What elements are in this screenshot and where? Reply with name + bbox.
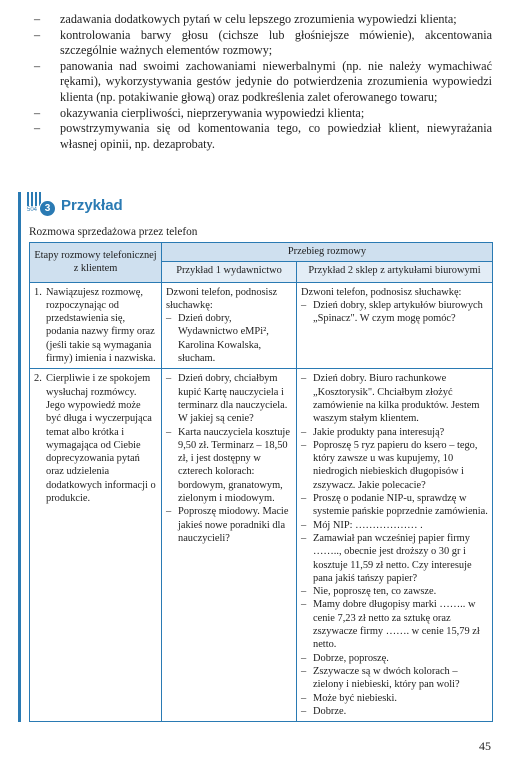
- list-item: [34, 28, 492, 59]
- header-example-1: Przykład 1 wydawnictwo: [162, 262, 297, 283]
- dialogue-line: Może być niebieski.: [313, 692, 397, 704]
- example-2-cell: [297, 369, 493, 722]
- dialogue-line: Proszę o podanie NIP-u, sprawdzę w systemie pańskie poprzednie zamówienia.: [313, 493, 488, 518]
- example-intro: Dzwoni telefon, podnosisz słuchawkę:: [166, 286, 278, 311]
- dash: –: [166, 313, 172, 325]
- dash: –: [301, 665, 307, 677]
- example-margin-line: [18, 192, 21, 722]
- dash: –: [301, 373, 307, 385]
- dash: –: [166, 373, 172, 385]
- dash: –: [301, 692, 307, 704]
- list-item: [34, 59, 492, 106]
- dash: –: [166, 426, 172, 438]
- list-item: [34, 106, 492, 122]
- dialogue-line: Poproszę 5 ryz papieru do ksero – tego, który zawsze u was kupujemy, 10 niedrogich niebieskich długopisów i zszywacz. Jakie polecacie?: [313, 439, 478, 491]
- dialogue-line: Mamy dobre długopisy marki …….. w cenie 7,23 zł netto za sztukę oraz zszywacze firmy ……. w cenie 15,79 zł netto.: [313, 599, 480, 651]
- dialogue-line: Dzień dobry, chciałbym kupić Kartę nauczyciela i terminarz dla nauczyciela. W jakiej są cenie?: [178, 373, 288, 425]
- dash: –: [301, 599, 307, 611]
- header-stage: Etapy rozmowy telefonicznej z klientem: [30, 243, 162, 283]
- example-1-cell: [162, 369, 297, 722]
- dash: –: [34, 12, 41, 26]
- example-header: [27, 192, 123, 218]
- stage-text: Nawiązujesz rozmowę, rozpoczynając od przedstawienia się, podania nazwy firmy oraz (jeśli takie są wymagania firmy) imienia i nazwiska.: [46, 286, 156, 365]
- dash: –: [301, 426, 307, 438]
- dash: –: [34, 58, 41, 73]
- example-1-cell: [162, 282, 297, 369]
- table-row: [30, 282, 493, 369]
- dash: –: [301, 586, 307, 598]
- dash: –: [166, 506, 172, 518]
- dialogue-line: Jakie produkty pana interesują?: [313, 426, 445, 438]
- dash: –: [301, 519, 307, 531]
- dash: –: [301, 493, 307, 505]
- dialogue-line: Dzień dobry, sklep artykułów biurowych „Spinacz". W czym mogę pomóc?: [313, 299, 483, 325]
- dash: –: [301, 532, 307, 544]
- example-2-cell: [297, 282, 493, 369]
- list-item-text: zadawania dodatkowych pytań w celu lepszego zrozumienia wypowiedzi klienta;: [60, 12, 457, 26]
- dialogue-line: Nie, poproszę ten, co zawsze.: [313, 586, 437, 598]
- stage-number: 2.: [34, 373, 42, 385]
- dash: –: [301, 299, 307, 311]
- dash: –: [301, 705, 307, 717]
- dash: –: [301, 439, 307, 451]
- dialogue-line: Zszywacze są w dwóch kolorach – zielony i niebieski, który pan woli?: [313, 665, 460, 691]
- icon-digit-badge: 3: [39, 200, 56, 217]
- example-intro: Dzwoni telefon, podnosisz słuchawkę:: [301, 286, 462, 298]
- dialogue-line: Dobrze.: [313, 705, 347, 717]
- example-caption: Rozmowa sprzedażowa przez telefon: [29, 226, 198, 238]
- list-item: [34, 121, 492, 152]
- stage-number: 1.: [34, 286, 42, 298]
- stage-cell: [30, 282, 162, 369]
- dash: –: [301, 652, 307, 664]
- dash: –: [34, 27, 41, 42]
- table-header-row: [30, 243, 493, 262]
- stage-text: Cierpliwie i ze spokojem wysłuchaj rozmówcy. Jego wypowiedź może być długa i wyczerpująca temat albo krótka i wymagająca od Ciebie doprecyzowania pytań oraz udzielenia dodatkowych informacji o produkcie.: [46, 373, 156, 505]
- dialogue-line: Dzień dobry, Wydawnictwo eMPi², Karolina Kowalska, słucham.: [178, 313, 269, 365]
- dialogue-line: Mój NIP: ……………… .: [313, 519, 423, 531]
- table-row: [30, 369, 493, 722]
- list-item-text: okazywania cierpliwości, nieprzerywania wypowiedzi klienta;: [60, 105, 365, 120]
- dialogue-line: Karta nauczyciela kosztuje 9,50 zł. Terminarz – 18,50 zł, i jest dostępny w czterech kolorach: bordowym, granatowym, zielonym i miodowym.: [178, 426, 290, 505]
- dialogue-line: Zamawiał pan wcześniej papier firmy …….., obecnie jest droższy o 30 gr i kosztuje 11,59 zł netto. Czy interesuje pana jakiś tańszy papier?: [313, 532, 472, 584]
- dialogue-line: Dzień dobry. Biuro rachunkowe „Kosztorysik". Chciałbym złożyć zamówienie na kilka produktów. Jestem waszym stałym klientem.: [313, 373, 480, 425]
- example-title: Przykład: [61, 196, 123, 214]
- dialogue-line: Dobrze, poproszę.: [313, 652, 389, 664]
- stage-cell: [30, 369, 162, 722]
- example-icon: [27, 192, 53, 218]
- dialogue-line: Poproszę miodowy. Macie jakieś nowe poradniki dla nauczycieli?: [178, 506, 289, 544]
- list-item-text: powstrzymywania się od komentowania tego, co powiedział klient, niewyrażania własnej opinii, np. dezaprobaty.: [60, 121, 492, 151]
- bullet-list: [34, 12, 492, 152]
- list-item: [34, 12, 492, 28]
- icon-number: 504: [27, 207, 38, 213]
- conversation-table: [29, 242, 493, 722]
- page-number: 45: [479, 739, 491, 753]
- list-item-text: panowania nad swoimi zachowaniami niewerbalnymi (np. nie należy wymachiwać rękami), wykorzystywania gestów jedynie do potwierdzenia zrozumienia wypowiedzi klienta (np. potakiwanie głową) oraz podkreślenia zalet oferowanego towaru;: [60, 58, 492, 104]
- header-example-2: Przykład 2 sklep z artykułami biurowymi: [297, 262, 493, 283]
- header-flow: Przebieg rozmowy: [162, 243, 493, 262]
- list-item-text: kontrolowania barwy głosu (cichsze lub głośniejsze mówienie), akcentowania szczególnie ważnych elementów rozmowy;: [60, 27, 492, 58]
- dash: –: [34, 121, 41, 136]
- dash: –: [34, 105, 41, 120]
